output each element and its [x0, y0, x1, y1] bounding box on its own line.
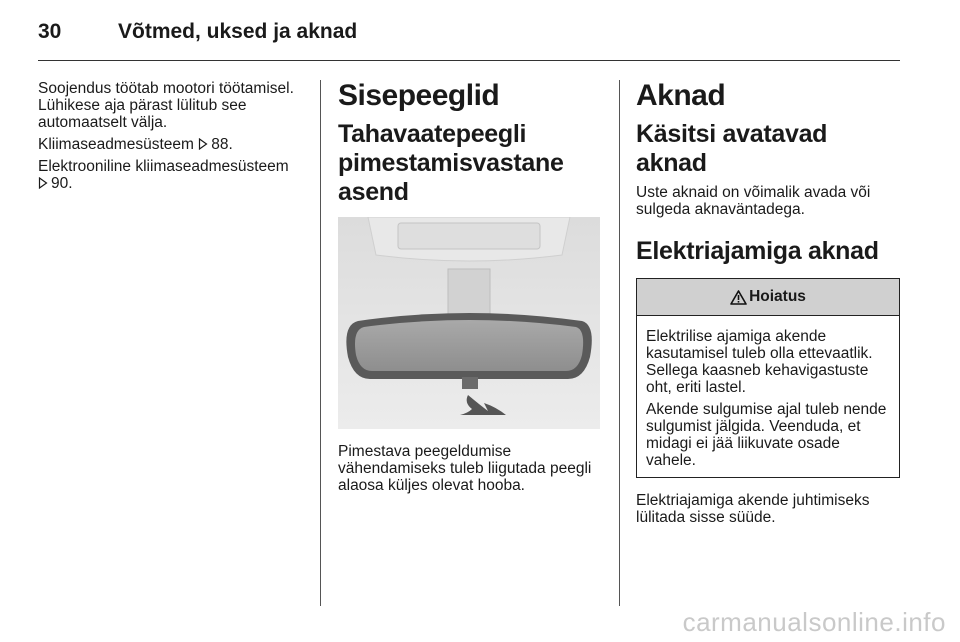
electronic-climate-ref-text: Elektrooniline kliimaseadmesüsteem: [38, 158, 289, 175]
electronic-climate-ref-link[interactable]: 90.: [51, 175, 73, 192]
subheading-manual-windows: Käsitsi avatavad aknad: [636, 120, 828, 177]
rearview-mirror-illustration: [338, 217, 600, 429]
column-divider-2: [619, 80, 620, 606]
column-middle: [338, 80, 604, 499]
climate-ref-link[interactable]: 88.: [211, 136, 233, 153]
subheading-power-windows: Elektriajamiga aknad: [636, 237, 879, 265]
climate-ref-paragraph: [38, 136, 308, 153]
subheading-antiglare-line2: pimestamisvastane asend: [338, 149, 564, 206]
heater-paragraph: Soojendus töötab mootori töötamisel. Lühikese aja pärast lülitub see automaatselt välja.: [38, 80, 294, 131]
chapter-title: Võtmed, uksed ja aknad: [118, 20, 358, 43]
power-windows-text: Elektriajamiga akende juhtimiseks lülitada sisse süüde.: [636, 492, 870, 526]
manual-windows-text: Uste aknaid on võimalik avada või sulgeda aknaväntadega.: [636, 184, 871, 218]
watermark: carmanualsonline.info: [682, 607, 946, 637]
column-left: [38, 80, 308, 197]
warning-body: [637, 316, 899, 477]
warning-title: Hoiatus: [749, 288, 806, 305]
column-divider-1: [320, 80, 321, 606]
warning-box: [636, 278, 900, 478]
climate-ref-text: Kliimaseadmesüsteem: [38, 136, 194, 153]
warning-triangle-icon: [730, 290, 747, 305]
page-header: [38, 20, 900, 64]
section-heading-windows: Aknad: [636, 79, 726, 112]
electronic-climate-ref-paragraph: [38, 158, 308, 192]
subheading-antiglare-line1: Tahavaatepeegli: [338, 120, 527, 148]
page-ref-arrow-icon: [38, 177, 48, 189]
section-heading-mirrors: Sisepeeglid: [338, 79, 500, 112]
warning-paragraph-1: Elektrilise ajamiga akende kasutamisel tuleb olla ettevaatlik. Sellega kaasneb kehavigastuste oht, eriti lastel.: [646, 328, 873, 396]
warning-paragraph-2: Akende sulgumise ajal tuleb nende sulgumist jälgida. Veenduda, et midagi ei jää liikuvate osade vahele.: [646, 401, 887, 469]
page-ref-arrow-icon: [198, 138, 208, 150]
subheading-antiglare: [338, 120, 604, 207]
warning-header: [637, 279, 899, 316]
header-rule: [38, 60, 900, 61]
column-right: [636, 80, 902, 531]
antiglare-caption: Pimestava peegeldumise vähendamiseks tuleb liigutada peegli alaosa küljes olevat hooba.: [338, 443, 592, 494]
page-number: 30: [38, 20, 62, 43]
